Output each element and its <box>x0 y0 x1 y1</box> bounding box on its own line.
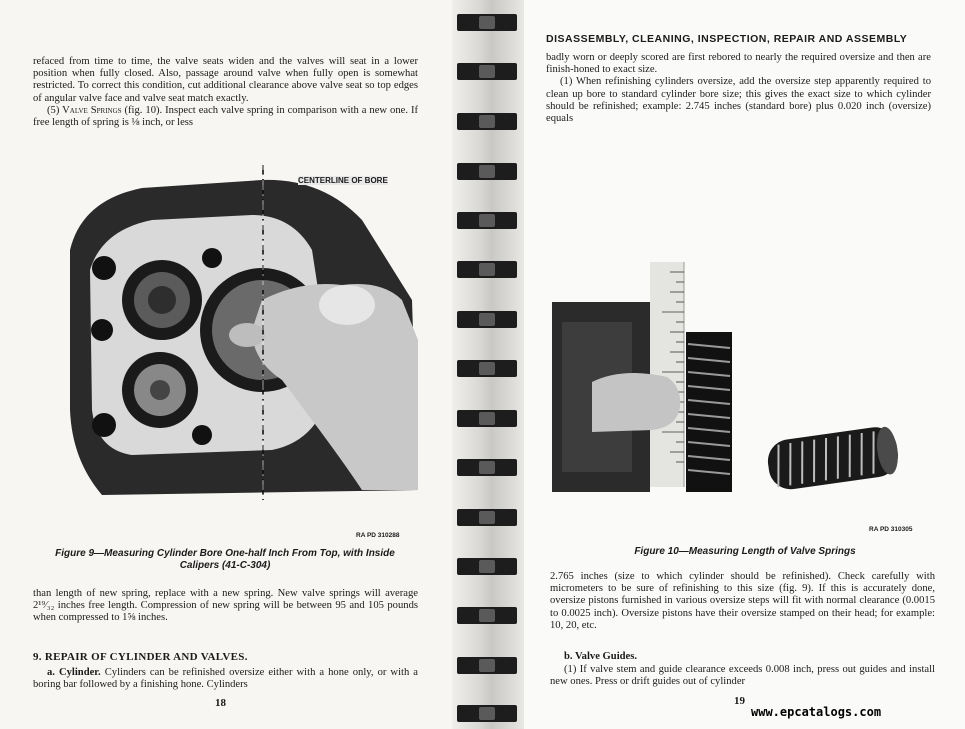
binding-ring <box>457 113 517 130</box>
binding-ring <box>457 705 517 722</box>
binding-ring <box>457 163 517 180</box>
cylinder-head-illustration <box>62 160 418 500</box>
binding-ring <box>457 63 517 80</box>
right-paragraph-1: badly worn or deeply scored are first rebored to nearly the required oversize and then are finish-honed to exact size. <box>546 52 931 76</box>
binding-ring <box>457 657 517 674</box>
binding-ring <box>457 607 517 624</box>
figure-10-photo <box>552 262 936 524</box>
valve-guides-text: (1) If valve stem and guide clearance exceeds 0.008 inch, press out guides and install new ones. Press or drift guides out of cylinder <box>550 664 935 688</box>
binding-ring <box>457 212 517 229</box>
centerline-callout: CENTERLINE OF BORE <box>298 176 388 185</box>
binding-ring <box>457 558 517 575</box>
figure-9-caption: Figure 9—Measuring Cylinder Bore One-half Inch From Top, with Inside Calipers (41-C-304) <box>55 548 395 571</box>
watermark-url: www.epcatalogs.com <box>751 705 882 719</box>
right-paragraph-4 <box>550 664 935 688</box>
figure-10-caption: Figure 10—Measuring Length of Valve Springs <box>634 546 856 557</box>
section-9-heading: 9. REPAIR OF CYLINDER AND VALVES. <box>33 651 248 663</box>
cylinder-text: Cylinders can be refinished oversize either with a hone only, or with a boring bar followed by a finishing hone. Cylinders <box>33 667 418 691</box>
left-page-number: 18 <box>215 697 226 709</box>
binding-ring <box>457 261 517 278</box>
valve-springs-paragraph <box>33 105 418 129</box>
valve-springs-text: (fig. 10). Inspect each valve spring in comparison with a new one. If free length of spring is ⅛ inch, or less <box>33 104 418 129</box>
binding-ring <box>457 311 517 328</box>
valve-guides-label: b. Valve Guides. <box>564 651 638 662</box>
text-after-figure-9: than length of new spring, replace with a new spring. New valve springs will average 2¹⁹⁄₃₂ inches free length. Compression of new spring will be between 95 and 105 pounds when compressed to 1⅝ inches. <box>33 588 418 624</box>
right-page-number: 19 <box>734 695 745 707</box>
binding-ring <box>457 360 517 377</box>
right-top-paragraphs <box>546 52 931 125</box>
valve-guides-heading <box>550 651 935 663</box>
right-paragraph-3: 2.765 inches (size to which cylinder should be refinished). Check carefully with micrometers to be sure of refinishing to this size (fig. 9). If this is accurately done, oversize pistons furnished in various oversize steps will fit with normal clearance (0.0015 to 0.0025 inch). Oversize pistons have their oversize stamped on their head; for example: 10, 20, etc. <box>550 571 935 631</box>
valve-springs-label: (5) Valve Springs <box>47 104 122 116</box>
figure-10-ra-code: RA PD 310305 <box>869 526 913 533</box>
left-paragraph-1: refaced from time to time, the valve seats widen and the valves will seat in a lower position when fully closed. Also, passage around valve when fully open is somewhat restricted. To correct this condition, cut additional clearance above valve seat so top edges of angular valve face and valve seat match exactly. <box>33 56 418 104</box>
cylinder-paragraph <box>33 667 418 691</box>
right-paragraph-2: (1) When refinishing cylinders oversize, add the oversize step apparently required to clean up bore to standard cylinder bore size; this gives the exact size to which cylinder should be refinished; example: 2.745 inches (standard bore) plus 0.020 inch (oversize) equals <box>546 76 931 125</box>
valve-springs-illustration <box>552 262 936 524</box>
binding-ring <box>457 410 517 427</box>
left-top-paragraph <box>33 56 418 129</box>
binding-ring <box>457 459 517 476</box>
figure-9-ra-code: RA PD 310288 <box>356 532 400 539</box>
figure-9-photo <box>62 160 418 500</box>
running-header: DISASSEMBLY, CLEANING, INSPECTION, REPAIR AND ASSEMBLY <box>546 33 908 45</box>
cylinder-label: a. Cylinder. <box>47 667 101 678</box>
binding-ring <box>457 14 517 31</box>
binding-ring <box>457 509 517 526</box>
